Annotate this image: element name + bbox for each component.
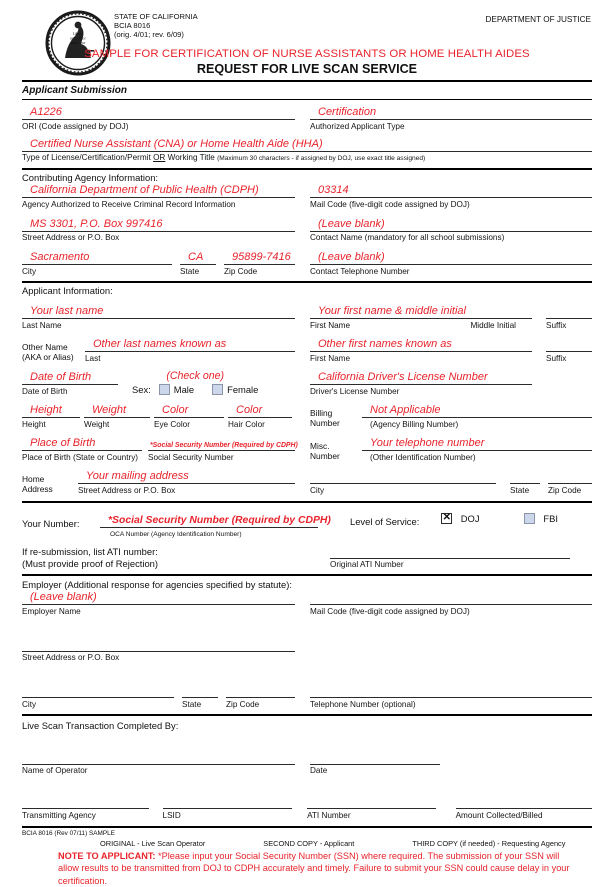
ati-number-label: ATI Number bbox=[307, 811, 436, 820]
applicant-type-field[interactable] bbox=[310, 106, 592, 131]
fbi-label: FBI bbox=[543, 513, 558, 524]
check-one-note: (Check one) bbox=[132, 370, 258, 382]
home-zip-label: Zip Code bbox=[548, 486, 592, 495]
height-sample-value: Height bbox=[22, 404, 80, 418]
misc-label: (Other Identification Number) bbox=[362, 453, 592, 462]
applicant-type-label: Authorized Applicant Type bbox=[310, 122, 592, 131]
aka-first-sample-value: Other first names known as bbox=[310, 338, 532, 352]
place-of-birth-field[interactable] bbox=[22, 437, 142, 462]
lsid-blank-line bbox=[163, 795, 293, 809]
note-to-applicant: NOTE TO APPLICANT: *Please input your Social Security Number (SSN) where required. The submission of your SSN will allow results to be transmitted from DOJ to CDPH accurately and timely. Failure to submit your SSN could cause delay in your certification. bbox=[22, 850, 592, 887]
first-name-labels bbox=[310, 321, 532, 330]
weight-field[interactable] bbox=[84, 404, 150, 429]
sex-label: Sex: bbox=[132, 384, 151, 395]
section-employer: Employer (Additional response for agencies specified by statute): bbox=[22, 579, 592, 590]
agency-address-label: Street Address or P.O. Box bbox=[22, 233, 295, 242]
employer-phone-field[interactable] bbox=[310, 684, 592, 709]
original-ati-blank-line bbox=[330, 545, 570, 559]
contact-phone-sample-value: (Leave blank) bbox=[310, 251, 592, 265]
agency-address-sample-value: MS 3301, P.O. Box 997416 bbox=[22, 218, 295, 232]
agency-id-block bbox=[114, 12, 198, 39]
section-divider-2 bbox=[22, 281, 592, 283]
home-address-field[interactable] bbox=[78, 470, 295, 495]
suffix-field[interactable] bbox=[546, 305, 592, 330]
employer-state-label: State bbox=[182, 700, 218, 709]
weight-label: Weight bbox=[84, 420, 150, 429]
ati-number-blank-line bbox=[307, 795, 436, 809]
transmitting-agency-field[interactable] bbox=[22, 795, 149, 820]
employer-mail-code-blank-line bbox=[310, 591, 592, 605]
aka-suffix-label: Suffix bbox=[546, 354, 592, 363]
drivers-license-sample-value: California Driver's License Number bbox=[310, 371, 532, 385]
agency-city-label: City bbox=[22, 267, 172, 276]
misc-sample-value: Your telephone number bbox=[362, 437, 592, 451]
agency-city-field[interactable] bbox=[22, 251, 172, 276]
oca-ssn-sample-value: *Social Security Number (Required by CDPH) bbox=[100, 514, 318, 528]
employer-phone-blank-line bbox=[310, 684, 592, 698]
billing-number-side-label: Billing Number bbox=[310, 408, 356, 429]
agency-name-label: Agency Authorized to Receive Criminal Record Information bbox=[22, 200, 295, 209]
ati-number-field[interactable] bbox=[307, 795, 436, 820]
employer-zip-field[interactable] bbox=[226, 684, 295, 709]
female-label: Female bbox=[227, 384, 258, 395]
employer-phone-label: Telephone Number (optional) bbox=[310, 700, 592, 709]
amount-blank-line bbox=[456, 795, 592, 809]
operator-name-field[interactable] bbox=[22, 751, 295, 776]
license-type-sample-value: Certified Nurse Assistant (CNA) or Home Health Aide (HHA) bbox=[22, 138, 592, 152]
ssn-label: Social Security Number bbox=[148, 453, 295, 462]
section-contributing-agency: Contributing Agency Information: bbox=[22, 172, 592, 183]
section-transaction: Live Scan Transaction Completed By: bbox=[22, 720, 592, 731]
place-of-birth-label: Place of Birth (State or Country) bbox=[22, 453, 142, 462]
section-divider-5 bbox=[22, 714, 592, 716]
transmitting-agency-blank-line bbox=[22, 795, 149, 809]
home-zip-field[interactable] bbox=[548, 470, 592, 495]
eye-color-field[interactable] bbox=[154, 404, 224, 429]
ssn-field[interactable] bbox=[148, 441, 295, 462]
applicant-type-sample-value: Certification bbox=[310, 106, 592, 120]
agency-state-field[interactable] bbox=[180, 251, 216, 276]
doj-label: DOJ bbox=[461, 513, 480, 524]
lsid-field[interactable] bbox=[163, 795, 293, 820]
ori-sample-value: A1226 bbox=[22, 106, 295, 120]
male-label: Male bbox=[174, 384, 194, 395]
doj-checkbox[interactable] bbox=[441, 513, 452, 524]
home-city-blank-line bbox=[310, 470, 496, 484]
oca-number-field[interactable] bbox=[100, 514, 318, 539]
height-field[interactable] bbox=[22, 404, 80, 429]
agency-state-label: State bbox=[180, 267, 216, 276]
misc-number-side-label: Misc. Number bbox=[310, 441, 356, 462]
height-label: Height bbox=[22, 420, 80, 429]
eye-color-sample-value: Color bbox=[154, 404, 224, 418]
original-ati-field[interactable] bbox=[330, 545, 570, 570]
male-checkbox[interactable] bbox=[159, 384, 170, 395]
aka-first-label: First Name bbox=[310, 354, 532, 363]
employer-address-field[interactable] bbox=[22, 638, 295, 663]
ssn-required-note: *Social Security Number (Required by CDPH) bbox=[148, 441, 295, 451]
agency-address-field[interactable] bbox=[22, 218, 295, 243]
middle-initial-label: Middle Initial bbox=[470, 321, 532, 330]
state-name: STATE OF CALIFORNIA bbox=[114, 12, 198, 21]
original-ati-label: Original ATI Number bbox=[330, 560, 570, 569]
note-to-applicant-label: NOTE TO APPLICANT: bbox=[58, 851, 156, 861]
mail-code-sample-value: 03314 bbox=[310, 184, 592, 198]
fbi-checkbox[interactable] bbox=[524, 513, 535, 524]
home-address-label: Street Address or P.O. Box bbox=[78, 486, 295, 495]
employer-zip-label: Zip Code bbox=[226, 700, 295, 709]
billing-number-field[interactable] bbox=[362, 404, 592, 429]
license-type-field[interactable] bbox=[22, 138, 592, 164]
copy-distribution bbox=[22, 839, 592, 848]
license-type-label: Type of License/Certification/Permit OR Working Title (Maximum 30 characters - if assigned by DOJ, use exact title assigned) bbox=[22, 153, 592, 163]
section-divider-4 bbox=[22, 574, 592, 576]
hair-color-field[interactable] bbox=[228, 404, 292, 429]
form-revision: (orig. 4/01; rev. 6/09) bbox=[114, 30, 198, 39]
agency-zip-sample-value: 95899-7416 bbox=[224, 251, 295, 265]
home-city-label: City bbox=[310, 486, 496, 495]
department-name: DEPARTMENT OF JUSTICE bbox=[485, 15, 591, 24]
place-of-birth-sample-value: Place of Birth bbox=[22, 437, 142, 451]
suffix-blank-line bbox=[546, 305, 592, 319]
employer-name-sample-value: (Leave blank) bbox=[22, 591, 295, 605]
contact-name-sample-value: (Leave blank) bbox=[310, 218, 592, 232]
contact-name-label: Contact Name (mandatory for all school submissions) bbox=[310, 233, 592, 242]
amount-field[interactable] bbox=[456, 795, 592, 820]
agency-zip-field[interactable] bbox=[224, 251, 295, 276]
contact-phone-field[interactable] bbox=[310, 251, 592, 276]
ori-label: ORI (Code assigned by DOJ) bbox=[22, 122, 295, 131]
lsid-label: LSID bbox=[163, 811, 293, 820]
form-titles bbox=[22, 48, 592, 76]
aka-suffix-field[interactable] bbox=[546, 338, 592, 363]
svg-text:and justice: and justice bbox=[70, 37, 86, 41]
form-bottom-divider bbox=[22, 826, 592, 828]
your-number-label: Your Number: bbox=[22, 518, 100, 539]
seal-motto-text: Liberty bbox=[72, 32, 84, 36]
employer-mail-code-label: Mail Code (five-digit code assigned by DOJ) bbox=[310, 607, 592, 616]
transaction-date-label: Date bbox=[310, 766, 440, 775]
aka-suffix-blank-line bbox=[546, 338, 592, 352]
first-name-field[interactable] bbox=[310, 305, 532, 330]
home-state-label: State bbox=[510, 486, 540, 495]
home-city-field[interactable] bbox=[310, 470, 496, 495]
transmitting-agency-label: Transmitting Agency bbox=[22, 811, 149, 820]
resubmission-note: If re-submission, list ATI number: (Must provide proof of Rejection) bbox=[22, 546, 310, 569]
section-applicant-submission: Applicant Submission bbox=[22, 85, 592, 97]
eye-color-label: Eye Color bbox=[154, 420, 224, 429]
oca-number-label: OCA Number (Agency Identification Number) bbox=[100, 530, 318, 539]
aka-last-name-field[interactable] bbox=[85, 338, 295, 363]
hair-color-label: Hair Color bbox=[228, 420, 292, 429]
female-checkbox[interactable] bbox=[212, 384, 223, 395]
employer-zip-blank-line bbox=[226, 684, 295, 698]
operator-name-label: Name of Operator bbox=[22, 766, 295, 775]
agency-state-sample-value: CA bbox=[180, 251, 216, 265]
agency-city-sample-value: Sacramento bbox=[22, 251, 172, 265]
first-name-sample-value: Your first name & middle initial bbox=[310, 305, 532, 319]
drivers-license-field[interactable] bbox=[310, 371, 532, 396]
svg-text:under law: under law bbox=[71, 41, 86, 45]
form-number: BCIA 8016 bbox=[114, 21, 198, 30]
employer-city-blank-line bbox=[22, 684, 174, 698]
contact-phone-label: Contact Telephone Number bbox=[310, 267, 592, 276]
first-name-label: First Name bbox=[310, 321, 350, 330]
billing-sample-value: Not Applicable bbox=[362, 404, 592, 418]
weight-sample-value: Weight bbox=[84, 404, 150, 418]
employer-state-blank-line bbox=[182, 684, 218, 698]
copy-original: ORIGINAL - Live Scan Operator bbox=[100, 839, 205, 848]
aka-last-sample-value: Other last names known as bbox=[85, 338, 295, 352]
mail-code-field[interactable] bbox=[310, 184, 592, 209]
section-divider-3 bbox=[22, 501, 592, 503]
employer-name-field[interactable] bbox=[22, 591, 295, 616]
copy-third: THIRD COPY (if needed) - Requesting Agency bbox=[412, 839, 565, 848]
operator-name-blank-line bbox=[22, 751, 295, 765]
last-name-label: Last Name bbox=[22, 321, 295, 330]
suffix-label: Suffix bbox=[546, 321, 592, 330]
level-of-service-label: Level of Service: bbox=[350, 516, 419, 539]
copy-second: SECOND COPY - Applicant bbox=[263, 839, 354, 848]
dob-label: Date of Birth bbox=[22, 387, 118, 396]
employer-address-label: Street Address or P.O. Box bbox=[22, 653, 295, 662]
contact-name-field[interactable] bbox=[310, 218, 592, 243]
form-title: REQUEST FOR LIVE SCAN SERVICE bbox=[22, 62, 592, 76]
last-name-sample-value: Your last name bbox=[22, 305, 295, 319]
hair-color-sample-value: Color bbox=[228, 404, 292, 418]
employer-city-field[interactable] bbox=[22, 684, 174, 709]
employer-address-blank-line bbox=[22, 638, 295, 652]
employer-city-label: City bbox=[22, 700, 174, 709]
sex-group bbox=[132, 370, 258, 396]
misc-number-field[interactable] bbox=[362, 437, 592, 462]
sample-title: SAMPLE FOR CERTIFICATION OF NURSE ASSISTANTS OR HOME HEALTH AIDES bbox=[22, 48, 592, 60]
aka-first-name-field[interactable] bbox=[310, 338, 532, 363]
aka-last-label: Last bbox=[85, 354, 295, 363]
drivers-license-label: Driver's License Number bbox=[310, 387, 532, 396]
billing-label: (Agency Billing Number) bbox=[362, 420, 592, 429]
agency-name-sample-value: California Department of Public Health (CDPH) bbox=[22, 184, 295, 198]
section-divider-1 bbox=[22, 168, 592, 170]
home-address-side-label: Home Address bbox=[22, 474, 72, 495]
aka-side-label: Other Name (AKA or Alias) bbox=[22, 342, 79, 363]
employer-name-label: Employer Name bbox=[22, 607, 295, 616]
home-address-sample-value: Your mailing address bbox=[78, 470, 295, 484]
level-of-service-options bbox=[441, 509, 558, 539]
agency-zip-label: Zip Code bbox=[224, 267, 295, 276]
home-zip-blank-line bbox=[548, 470, 592, 484]
home-state-blank-line bbox=[510, 470, 540, 484]
dob-field[interactable] bbox=[22, 371, 118, 396]
home-state-field[interactable] bbox=[510, 470, 540, 495]
section-applicant-info: Applicant Information: bbox=[22, 285, 592, 296]
last-name-field[interactable] bbox=[22, 305, 295, 330]
transaction-date-field[interactable] bbox=[310, 751, 440, 776]
dob-sample-value: Date of Birth bbox=[22, 371, 118, 385]
form-header bbox=[22, 8, 592, 80]
mail-code-label: Mail Code (five-digit code assigned by DOJ) bbox=[310, 200, 592, 209]
employer-state-field[interactable] bbox=[182, 684, 218, 709]
transaction-date-blank-line bbox=[310, 751, 440, 765]
ori-field[interactable] bbox=[22, 106, 295, 131]
amount-label: Amount Collected/Billed bbox=[456, 811, 592, 820]
footer-form-rev: BCIA 8016 (Rev 07/11) SAMPLE bbox=[22, 830, 592, 837]
employer-mail-code-field[interactable] bbox=[310, 591, 592, 616]
agency-name-field[interactable] bbox=[22, 184, 295, 209]
applicant-submission-underline bbox=[22, 99, 592, 100]
